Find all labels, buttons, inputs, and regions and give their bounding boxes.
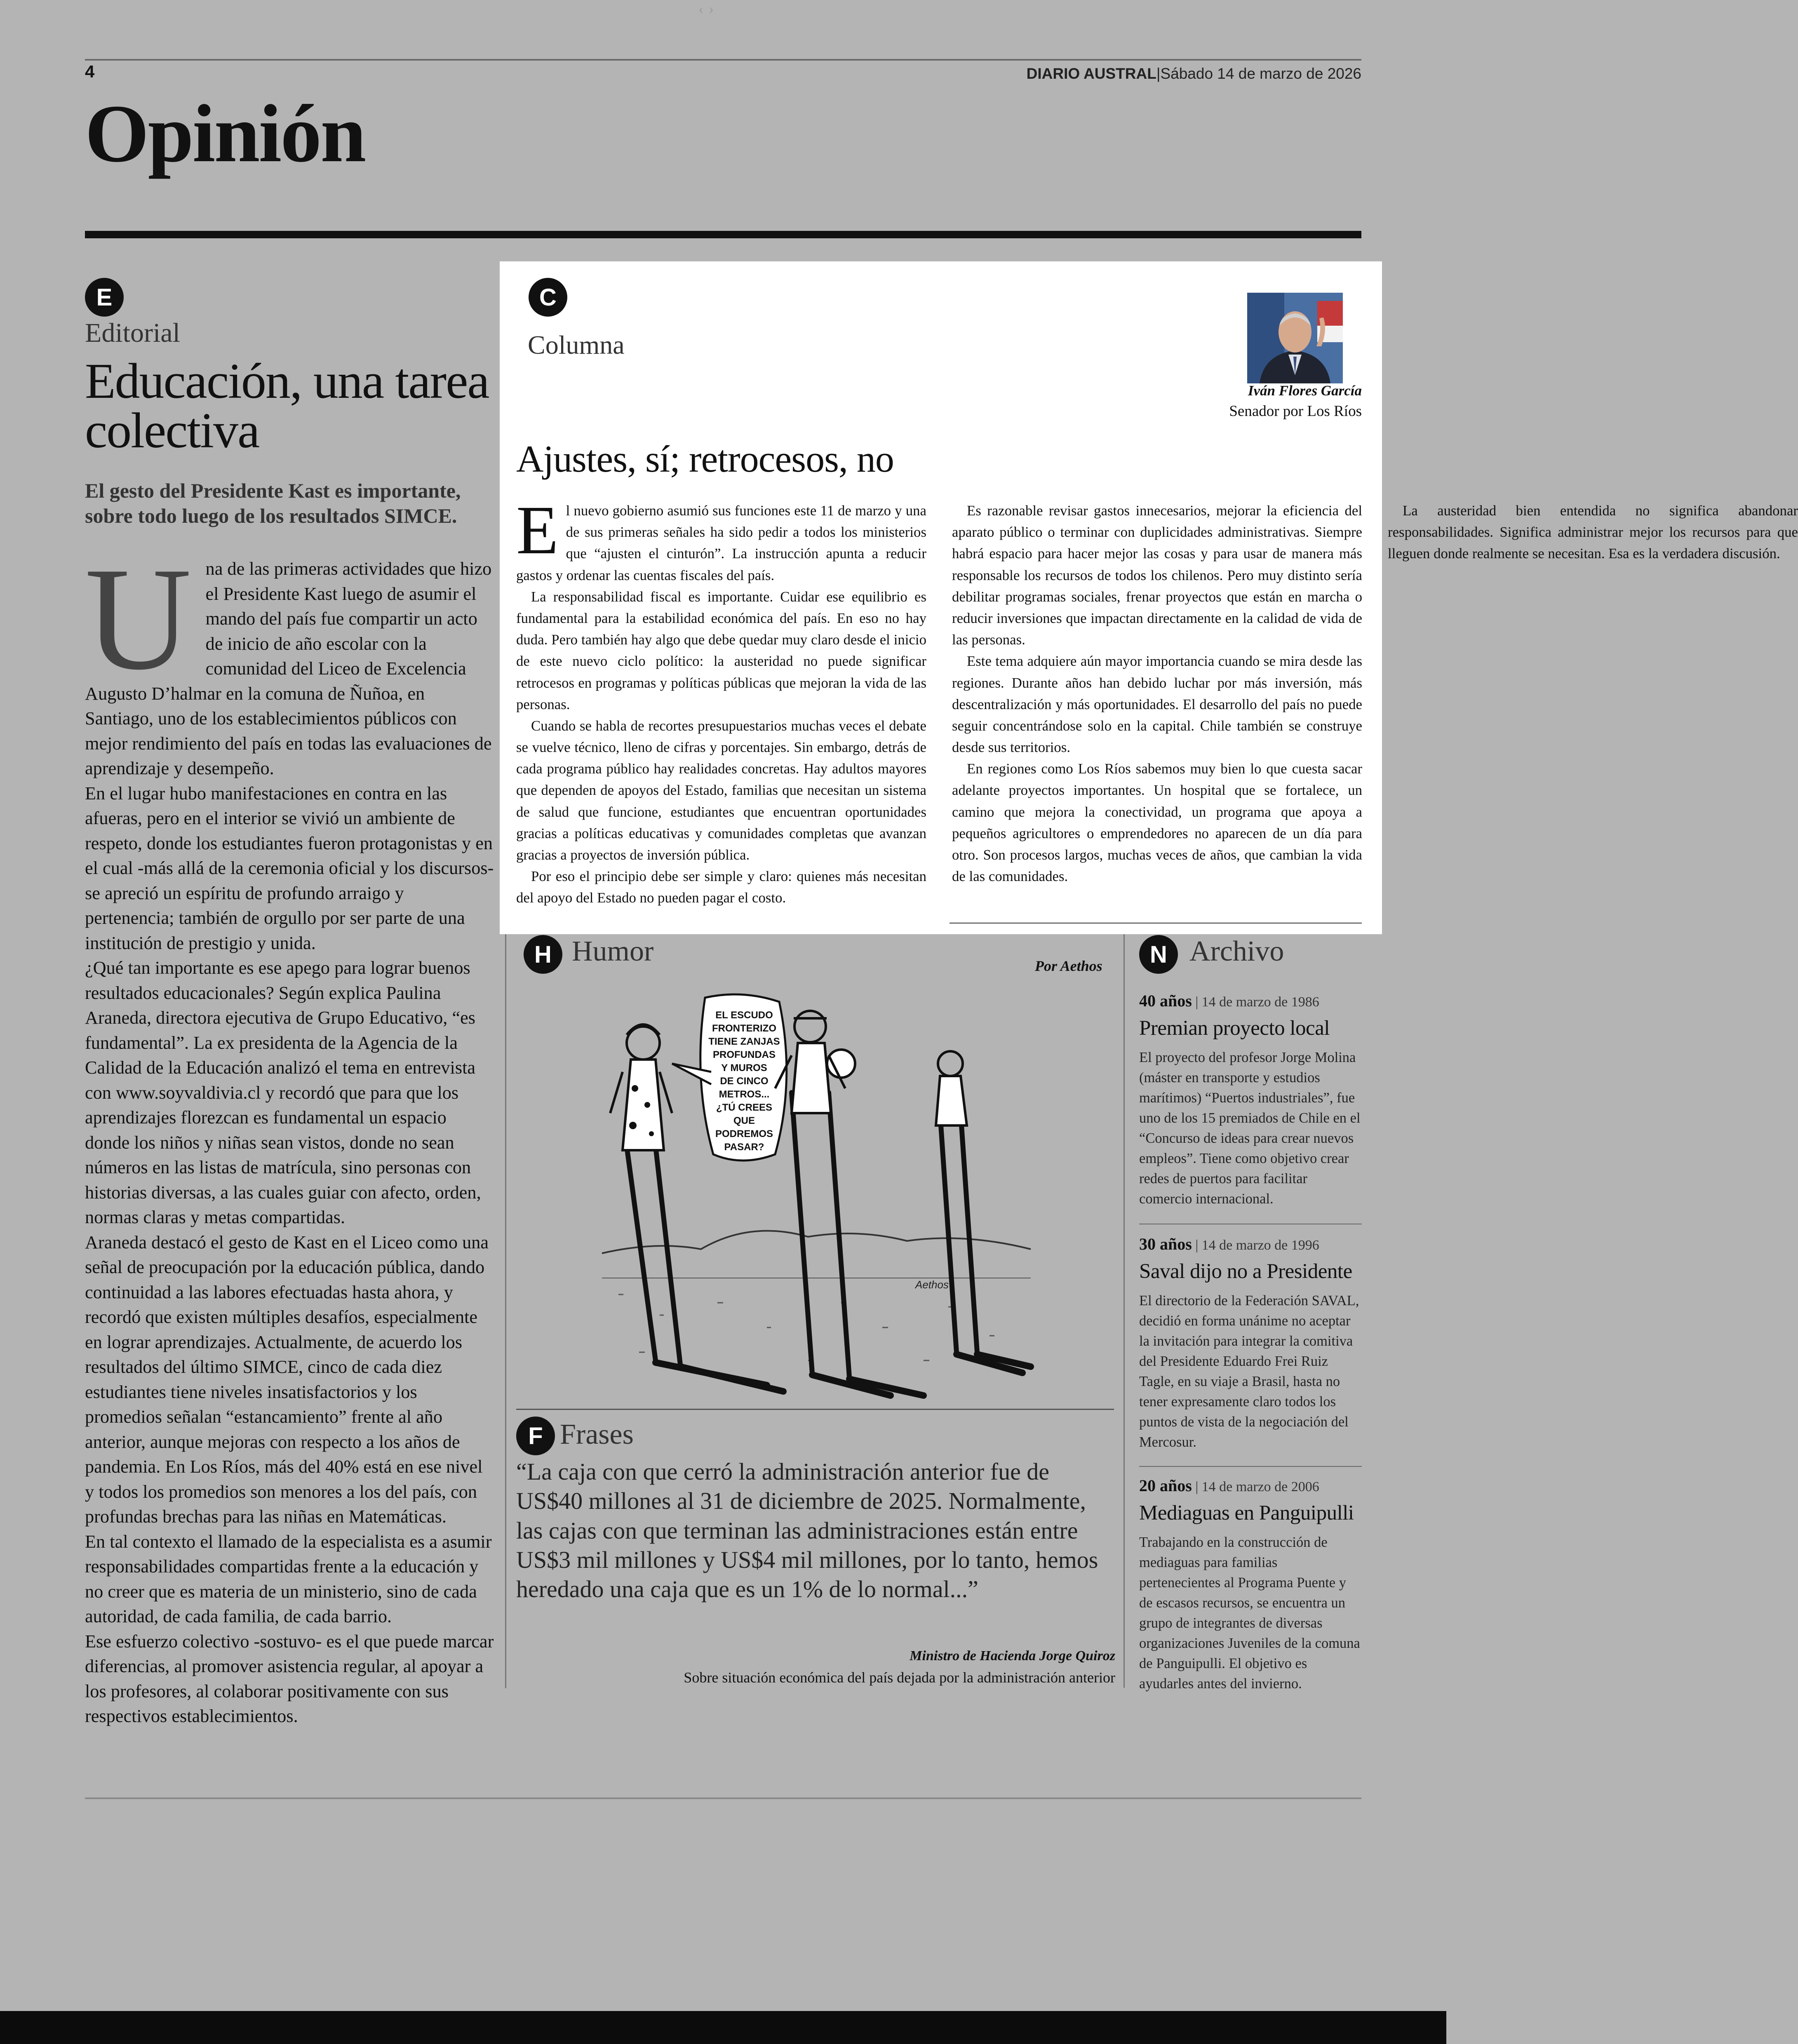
- humor-cartoon: [594, 989, 1039, 1398]
- speech-bubble-line: PODREMOS: [715, 1128, 773, 1139]
- section-title: Opinión: [85, 88, 365, 179]
- speech-bubble-line: DE CINCO: [720, 1076, 769, 1087]
- column-paragraph: En regiones como Los Ríos sabemos muy bien lo que cuesta sacar adelante proyectos importantes. Un hospital que se fortalece, un camino que mejora la conectividad, un programa que apoya a pequeños agricultores o emprendedores no aparecen de un día para otro. Son procesos largos, muchas veces de años, que cambian la vida de las comunidades.: [952, 761, 1362, 885]
- chevron-right-icon[interactable]: ›: [708, 0, 719, 18]
- editorial-label: Editorial: [85, 318, 180, 348]
- chevron-left-icon[interactable]: ‹: [698, 0, 709, 18]
- archive-entry: [1139, 1234, 1362, 1452]
- editorial-paragraph: Araneda destacó el gesto de Kast en el Liceo como una señal de preocupación por la educación pública, dando continuidad a las labores efectuadas hasta ahora, y recordó que existen múltiples desafíos, especialmente en lograr aprendizajes. Actualmente, de acuerdo los resultados del último SIMCE, cinco de cada diez estudiantes tiene niveles insatisfactorios y los promedios señalan “estancamiento” frente al año anterior, aunque mejoras con respecto a los años de pandemia. En Los Ríos, más del 40% está en ese nivel y todos los promedios son menores a los del país, con profundas brechas para las niñas en Matemáticas.: [85, 1232, 489, 1527]
- column-author-role: Senador por Los Ríos: [1229, 403, 1362, 420]
- archive-meta: [1139, 991, 1362, 1010]
- archive-years: 40 años: [1139, 991, 1192, 1010]
- author-photo-icon: [1247, 293, 1343, 383]
- column-author: Iván Flores García: [1248, 383, 1362, 399]
- cartoon-signature: Aethos: [915, 1278, 949, 1291]
- archive-meta: [1139, 1234, 1362, 1254]
- editorial-dek: El gesto del Presidente Kast es importante, sobre todo luego de los resultados SIMCE.: [85, 479, 461, 527]
- column-paragraph: Este tema adquiere aún mayor importancia cuando se mira desde las regiones. Durante años han debido luchar por más inversión, más descentralización y más oportunidades. El desarrollo del país no puede seguir concentrándose solo en la capital. Chile también se construye desde sus territorios.: [952, 653, 1362, 756]
- archive-text: El directorio de la Federación SAVAL, decidió en forma unánime no aceptar la invitación para integrar la comitiva del Presidente Eduardo Frei Ruiz Tagle, en su viaje a Brasil, hasta no tener expresamente claro todos los puntos de vista de la negociación del Mercosur.: [1139, 1293, 1359, 1450]
- author-avatar: [1247, 293, 1343, 383]
- publication-name: DIARIO AUSTRAL: [1026, 65, 1156, 82]
- editorial-title: Educación, una tarea colectiva: [85, 353, 489, 458]
- viewer-footer-bar: [0, 2011, 1446, 2044]
- editorial-badge: E: [85, 278, 124, 317]
- editorial-paragraph: En tal contexto el llamado de la especialista es a asumir responsabilidades compartidas frente a la educación y no creer que es materia de un ministerio, sino de cada autoridad, de cada familia, de cada barrio.: [85, 1531, 492, 1626]
- archive-entry: [1139, 1476, 1362, 1694]
- column-paragraph: La austeridad bien entendida no significa abandonar responsabilidades. Significa administrar mejor los recursos para que lleguen donde realmente se necesitan. Esa es la verdadera discusión.: [1388, 503, 1798, 562]
- editorial-paragraph: na de las primeras actividades que hizo el Presidente Kast luego de asumir el mando del país fue compartir un acto de inicio de año escolar con la comunidad del Liceo de Excelencia Augusto D’halmar en la comuna de Ñuñoa, en Santiago, uno de los establecimientos públicos con mejor rendimiento del país en todas las evaluaciones de aprendizaje y desempeño.: [85, 559, 492, 778]
- column-paragraph: La responsabilidad fiscal es importante. Cuidar ese equilibrio es fundamental para la estabilidad económica del país. En eso no hay duda. Pero también hay algo que debe quedar muy claro desde el inicio de este nuevo ciclo político: la austeridad no puede significar retrocesos en programas y políticas públicas que mejoran la vida de las personas.: [516, 588, 926, 712]
- archive-meta: [1139, 1476, 1362, 1495]
- column-headline: Ajustes, sí; retrocesos, no: [516, 438, 894, 480]
- masthead: [1027, 65, 1361, 82]
- speech-bubble-line: ¿TÚ CREES: [716, 1102, 773, 1113]
- publication-date: Sábado 14 de marzo de 2026: [1160, 65, 1361, 82]
- archive-text: El proyecto del profesor Jorge Molina (máster en transporte y estudios marítimos) “Puertos industriales”, fue uno de los 15 premiados de Chile en el “Concurso de ideas para crear nuevos empleos”. Tiene como objetivo crear redes de puertos para facilitar comercio internacional.: [1139, 1050, 1361, 1207]
- masthead-separator: |: [1156, 65, 1161, 82]
- archive-date: | 14 de marzo de 1986: [1195, 994, 1319, 1010]
- humor-bottom-rule: [516, 1409, 1114, 1410]
- archive-date: | 14 de marzo de 1996: [1195, 1238, 1319, 1253]
- editorial-paragraph: Ese esfuerzo colectivo -sostuvo- es el que puede marcar diferencias, al promover asistencia regular, al apoyar a los profesores, al colaborar positivamente con sus respectivos establecimientos.: [85, 1631, 494, 1726]
- speech-bubble-line: EL ESCUDO: [715, 1010, 773, 1021]
- archive-entry: [1139, 991, 1362, 1209]
- column-paragraph: [516, 492, 926, 586]
- section-rule: [85, 231, 1361, 238]
- archivo-badge: N: [1139, 935, 1178, 974]
- speech-bubble-line: FRONTERIZO: [712, 1023, 776, 1034]
- viewer-controls: [698, 0, 719, 18]
- frases-badge: F: [516, 1417, 555, 1455]
- column-paragraph: Cuando se habla de recortes presupuestarios muchas veces el debate se vuelve técnico, lleno de cifras y porcentajes. Sin embargo, detrás de cada programa público hay realidades concretas. Hay adultos mayores que dependen de apoyos del Estado, familias que necesitan un sistema de salud que funcione, estudiantes que encuentran oportunidades gracias a políticas educativas y comunidades completas que avanzan gracias a proyectos de inversión pública.: [516, 717, 926, 863]
- editorial-dropcap: U: [85, 537, 192, 700]
- page-bottom-rule: [85, 1797, 1361, 1799]
- top-rule: [85, 59, 1361, 61]
- page-number: 4: [85, 62, 95, 81]
- archive-years: 30 años: [1139, 1235, 1192, 1253]
- archive-text: Trabajando en la construcción de mediaguas para familias pertenecientes al Programa Puente y de escasos recursos, se encuentra un grupo de integrantes de diversas organizaciones Juveniles de la comuna de Panguipulli. El objetivo es ayudarles antes del invierno.: [1139, 1534, 1360, 1692]
- frases-label: Frases: [560, 1419, 634, 1450]
- column-badge: C: [529, 278, 567, 317]
- frases-quote: “La caja con que cerró la administración anterior fue de US$40 millones al 31 de diciembre de 2025. Normalmente, las cajas con que terminan las administraciones están entre US$3 mil millones y US$4 mil millones, por lo tanto, hemos heredado una caja que es un 1% de lo normal...”: [516, 1458, 1098, 1603]
- archive-headline: Saval dijo no a Presidente: [1139, 1260, 1352, 1283]
- archive-headline: Premian proyecto local: [1139, 1017, 1330, 1040]
- cartoon-drawing-icon: [594, 989, 1039, 1398]
- humor-badge: H: [524, 935, 562, 974]
- archive-divider: [1123, 934, 1125, 1688]
- column-paragraph: Por eso el principio debe ser simple y claro: quienes más necesitan del apoyo del Estado no pueden pagar el costo.: [516, 868, 926, 906]
- archive-date: | 14 de marzo de 2006: [1195, 1479, 1319, 1494]
- editorial-body: [85, 537, 494, 1729]
- editorial-paragraph: En el lugar hubo manifestaciones en contra en las afueras, pero en el interior se vivió un ambiente de respeto, donde los estudiantes fueron protagonistas y en el cual -más allá de la ceremonia oficial y los discursos- se apreció un espíritu de profundo arraigo y pertenencia; también de orgullo por ser parte de una institución de prestigio y unida.: [85, 783, 494, 953]
- archive-years: 20 años: [1139, 1476, 1192, 1495]
- humor-credit: Por Aethos: [1035, 958, 1102, 974]
- speech-bubble-line: QUE: [733, 1115, 755, 1126]
- frases-context: Sobre situación económica del país dejada por la administración anterior: [684, 1669, 1115, 1686]
- column-body: [516, 492, 1798, 921]
- column-paragraph: Es razonable revisar gastos innecesarios, mejorar la eficiencia del aparato público o terminar con duplicidades administrativas. Siempre habrá espacio para hacer mejor las cosas y para usar de manera más responsable los recursos de todos los chilenos. Pero muy distinto sería debilitar programas sociales, frenar proyectos que están en marcha o reducir inversiones que impactan directamente en la calidad de vida de las personas.: [952, 503, 1362, 648]
- archivo-label: Archivo: [1189, 935, 1284, 967]
- archive-rule: [1139, 1466, 1362, 1467]
- archive-headline: Mediaguas en Panguipulli: [1139, 1501, 1354, 1525]
- speech-bubble-line: PROFUNDAS: [712, 1049, 776, 1060]
- humor-label: Humor: [572, 935, 654, 967]
- speech-bubble-line: TIENE ZANJAS: [708, 1036, 780, 1047]
- speech-bubble-line: Y MUROS: [721, 1062, 767, 1074]
- column-dropcap: E: [516, 492, 559, 569]
- frases-author: Ministro de Hacienda Jorge Quiroz: [910, 1648, 1115, 1663]
- column-paragraph-text: l nuevo gobierno asumió sus funciones este 11 de marzo y una de sus primeras señales ha sido pedir a todos los ministerios que “ajusten el cinturón”. La instrucción apunta a reducir gastos y ordenar las cuentas fiscales del país.: [516, 503, 926, 583]
- column-label: Columna: [528, 330, 625, 359]
- speech-bubble-line: METROS...: [719, 1089, 770, 1100]
- speech-bubble-line: PASAR?: [724, 1142, 764, 1153]
- editorial-paragraph: ¿Qué tan importante es ese apego para lograr buenos resultados educacionales? Según explica Paulina Araneda, directora ejecutiva de Grupo Educativo, “es fundamental”. La ex presidenta de la Agencia de la Calidad de la Educación analizó el tema en entrevista con www.soyvaldivia.cl y recordó que para que los aprendizajes florezcan es fundamental un espacio donde los niños y niñas sean vistos, donde no sean números en las listas de matrícula, sino personas con historias diversas, a las cuales guiar con afecto, orden, normas claras y metas compartidas.: [85, 958, 481, 1227]
